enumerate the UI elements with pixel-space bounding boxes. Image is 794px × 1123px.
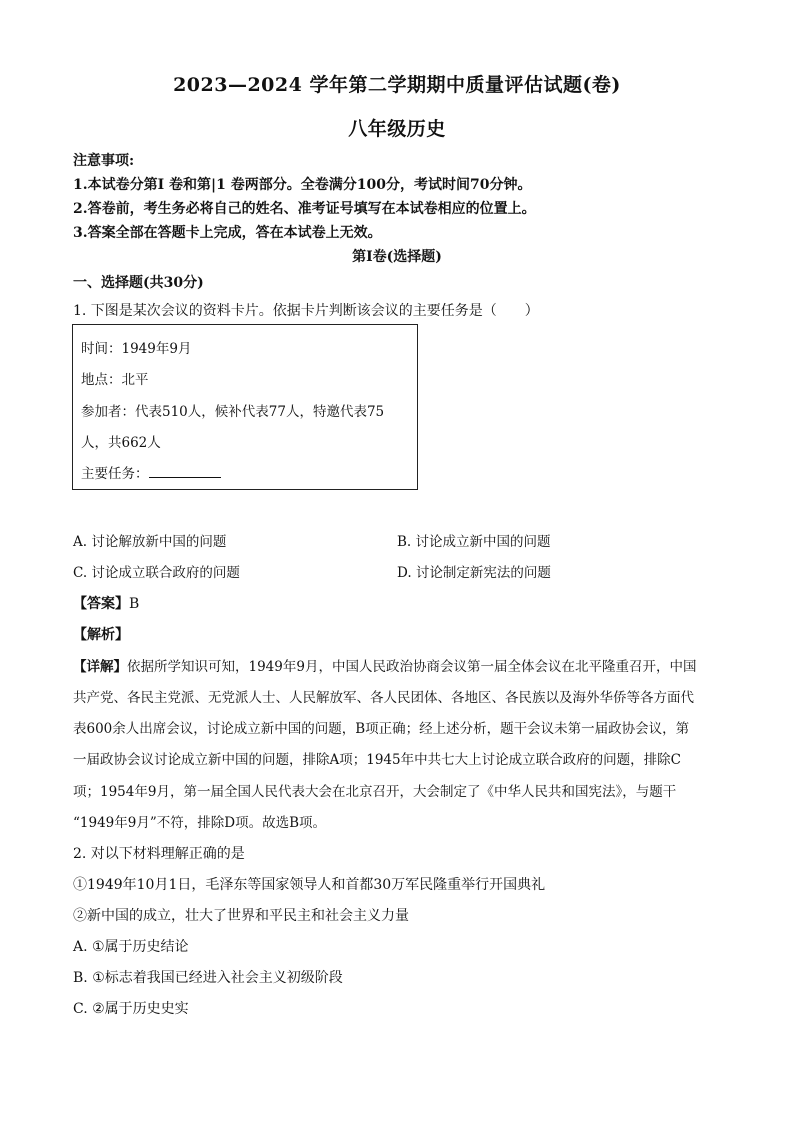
card-place: 地点：北平 bbox=[81, 372, 149, 388]
exam-subtitle: 八年级历史 bbox=[348, 118, 446, 140]
answer-value: B bbox=[129, 596, 140, 612]
meeting-info-card bbox=[72, 324, 418, 490]
detail-line bbox=[73, 655, 723, 675]
section-heading: 一、选择题(共30分) bbox=[73, 275, 204, 291]
detail-line: 共产党、各民主党派、无党派人士、人民解放军、各人民团体、各地区、各民族以及海外华侨等各方面代 bbox=[73, 690, 694, 706]
q2-option-c: C. ②属于历史史实 bbox=[73, 1001, 189, 1017]
q2-option-a: A. ①属于历史结论 bbox=[73, 939, 189, 955]
detail-text: 依据所学知识可知，1949年9月，中国人民政治协商会议第一届全体会议在北平隆重召开，中国 bbox=[127, 659, 697, 675]
notice-heading: 注意事项: bbox=[73, 153, 135, 169]
question-1-stem: 1. 下图是某次会议的资料卡片。依据卡片判断该会议的主要任务是（ ） bbox=[73, 303, 539, 319]
q1-option-d: D. 讨论制定新宪法的问题 bbox=[397, 565, 551, 581]
detail-line: 项；1954年9月，第一届全国人民代表大会在北京召开，大会制定了《中华人民共和国宪法》，与题干 bbox=[73, 784, 677, 800]
q1-answer bbox=[73, 593, 139, 613]
card-time: 时间：1949年9月 bbox=[81, 341, 192, 357]
part1-title: 第Ⅰ卷(选择题) bbox=[352, 249, 442, 265]
exam-title: 2023—2024 学年第二学期期中质量评估试题(卷) bbox=[173, 74, 621, 96]
notice-item: 1.本试卷分第Ⅰ 卷和第|1 卷两部分。全卷满分100分，考试时间70分钟。 bbox=[73, 177, 532, 193]
card-task-blank bbox=[149, 465, 221, 478]
card-task bbox=[81, 462, 221, 482]
q1-option-b: B. 讨论成立新中国的问题 bbox=[397, 534, 551, 550]
answer-tag: 【答案】 bbox=[73, 596, 129, 612]
q2-material-2: ②新中国的成立，壮大了世界和平民主和社会主义力量 bbox=[73, 908, 409, 924]
card-participants-cont: 人，共662人 bbox=[81, 435, 161, 451]
notice-item: 2.答卷前，考生务必将自己的姓名、准考证号填写在本试卷相应的位置上。 bbox=[73, 201, 536, 217]
detail-line: 一届政协会议讨论成立新中国的问题，排除A项；1945年中共七大上讨论成立联合政府的问题，排除C bbox=[73, 752, 681, 768]
notice-item: 3.答案全部在答题卡上完成，答在本试卷上无效。 bbox=[73, 225, 382, 241]
card-participants: 参加者：代表510人，候补代表77人，特邀代表75 bbox=[81, 404, 385, 420]
detail-line: 表600余人出席会议，讨论成立新中国的问题，B项正确；经上述分析，题干会议未第一届政协会议，第 bbox=[73, 721, 690, 737]
card-task-label: 主要任务： bbox=[81, 466, 149, 482]
q1-option-a: A. 讨论解放新中国的问题 bbox=[73, 534, 227, 550]
detail-line: “1949年9月”不符，排除D项。故选B项。 bbox=[73, 815, 326, 831]
question-2-stem: 2. 对以下材料理解正确的是 bbox=[73, 846, 245, 862]
q1-option-c: C. 讨论成立联合政府的问题 bbox=[73, 565, 240, 581]
q2-material-1: ①1949年10月1日，毛泽东等国家领导人和首都30万军民隆重举行开国典礼 bbox=[73, 877, 546, 893]
q2-option-b: B. ①标志着我国已经进入社会主义初级阶段 bbox=[73, 970, 343, 986]
analysis-tag: 【解析】 bbox=[73, 627, 129, 643]
detail-tag: 【详解】 bbox=[73, 659, 127, 675]
